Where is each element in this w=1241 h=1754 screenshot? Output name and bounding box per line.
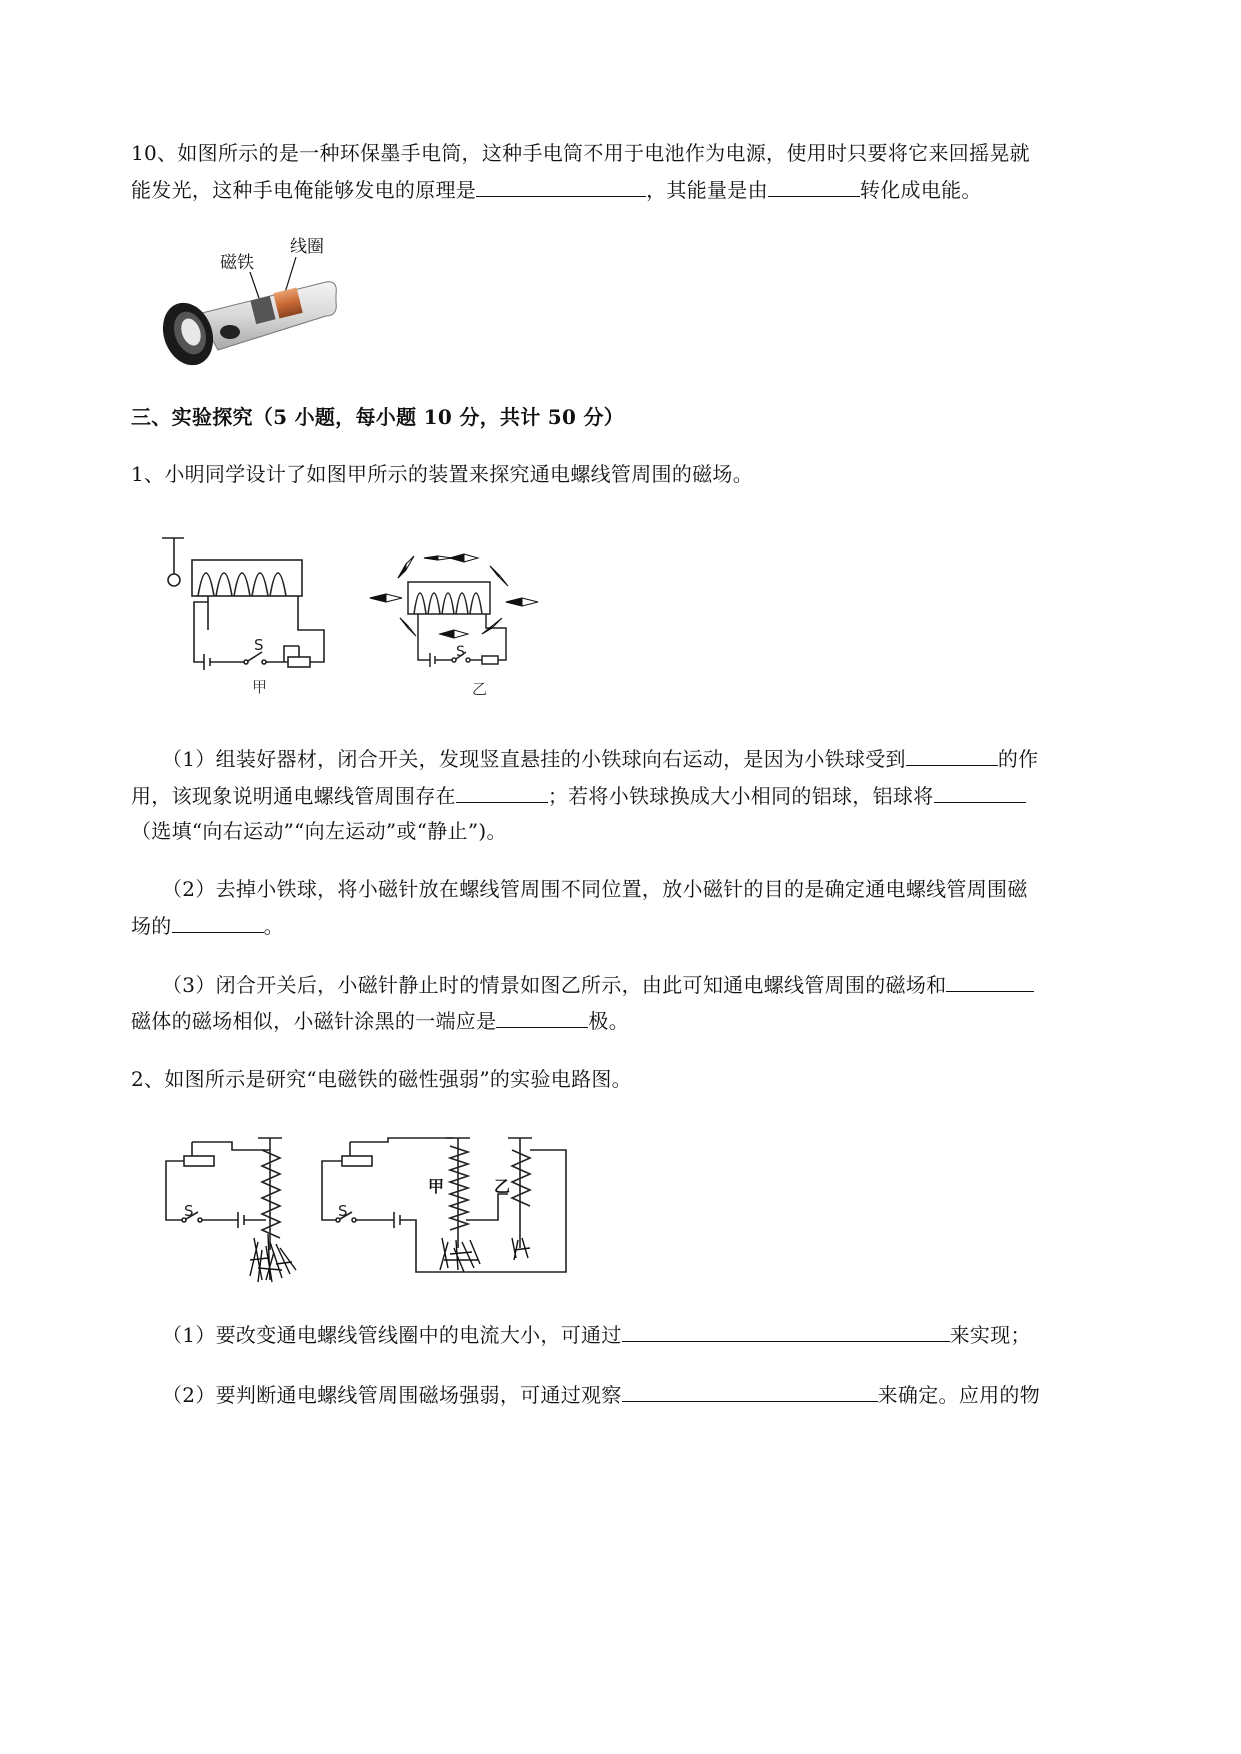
q2-blank-observe[interactable]	[622, 1381, 878, 1402]
fig-label-yi: 乙	[472, 680, 488, 698]
solenoid-figure-jia	[158, 530, 338, 700]
q1-p1-text-a: （1）组装好器材，闭合开关，发现竖直悬挂的小铁球向右运动，是因为小铁球受到	[162, 747, 906, 771]
q1-p1-text-b: 的作	[997, 747, 1039, 771]
solenoid-figure-yi	[366, 548, 546, 703]
section3-title: 三、实验探究（5 小题，每小题 10 分，共计 50 分）	[131, 405, 625, 429]
label-coil: 线圈	[290, 237, 324, 257]
electromagnet-figure	[158, 1130, 573, 1285]
flashlight-figure	[158, 232, 343, 367]
q1-p2-line1: （2）去掉小铁球，将小磁针放在螺线管周围不同位置，放小磁针的目的是确定通电螺线管周围磁	[162, 877, 1028, 901]
q1-p2-line2	[131, 912, 284, 939]
q1-blank-field[interactable]	[456, 782, 548, 803]
q10-text-c: 转化成电能。	[859, 178, 982, 202]
q10-blank-energy[interactable]	[768, 176, 860, 197]
q1-p3-text-c: 极。	[588, 1009, 630, 1033]
q1-p2-text-b: 。	[263, 914, 284, 938]
q2-p1-text-a: （1）要改变通电螺线管线圈中的电流大小，可通过	[162, 1323, 622, 1347]
q2-p2	[162, 1381, 1040, 1408]
q10-line1: 10、如图所示的是一种环保墨手电筒，这种手电筒不用于电池作为电源，使用时只要将它来回摇晃就	[131, 141, 1030, 165]
left-switch-label: S	[184, 1202, 194, 1220]
q2-stem: 2、如图所示是研究“电磁铁的磁性强弱”的实验电路图。	[131, 1067, 632, 1091]
q10-text-b: ，其能量是由	[646, 178, 768, 202]
q1-p3-text-b: 磁体的磁场相似，小磁针涂黑的一端应是	[131, 1009, 497, 1033]
q1-p1-text-c: 用，该现象说明通电螺线管周围存在	[131, 784, 456, 808]
q2-p1-text-b: 来实现；	[949, 1323, 1031, 1347]
q1-p1-text-d: ；若将小铁球换成大小相同的铝球，铝球将	[547, 784, 934, 808]
q1-p3-line2	[131, 1007, 629, 1034]
q1-blank-direction[interactable]	[172, 912, 264, 933]
q10-line2	[131, 176, 982, 203]
q1-blank-aluminum[interactable]	[934, 782, 1026, 803]
q1-blank-pole[interactable]	[496, 1007, 588, 1028]
q2-p2-text-b: 来确定。应用的物	[877, 1383, 1041, 1407]
switch-label: S	[254, 636, 264, 654]
fig-label-jia: 甲	[252, 678, 268, 696]
q1-p1-line2	[131, 782, 1026, 809]
q2-p2-text-a: （2）要判断通电螺线管周围磁场强弱，可通过观察	[162, 1383, 622, 1407]
q1-p3-text-a: （3）闭合开关后，小磁针静止时的情景如图乙所示，由此可知通电螺线管周围的磁场和	[162, 973, 947, 997]
q1-stem: 1、小明同学设计了如图甲所示的装置来探究通电螺线管周围的磁场。	[131, 462, 754, 486]
q10-text-a: 能发光，这种手电俺能够发电的原理是	[131, 178, 477, 202]
right-switch-label: S	[338, 1202, 348, 1220]
q1-p1-line3: （选填“向右运动”“向左运动”或“静止”)。	[131, 819, 507, 843]
q2-p1	[162, 1321, 1031, 1348]
q2-blank-current[interactable]	[622, 1321, 950, 1342]
label-yi: 乙	[494, 1177, 511, 1196]
q1-p1-line1	[162, 745, 1038, 772]
q10-blank-principle[interactable]	[476, 176, 646, 197]
q1-blank-force[interactable]	[906, 745, 998, 766]
q1-blank-magnet-type[interactable]	[946, 971, 1034, 992]
q1-p2-text-a: 场的	[131, 914, 172, 938]
label-jia: 甲	[428, 1177, 445, 1196]
label-magnet: 磁铁	[220, 253, 254, 273]
q1-p3-line1	[162, 971, 1034, 998]
switch-label-yi: S	[456, 644, 465, 660]
